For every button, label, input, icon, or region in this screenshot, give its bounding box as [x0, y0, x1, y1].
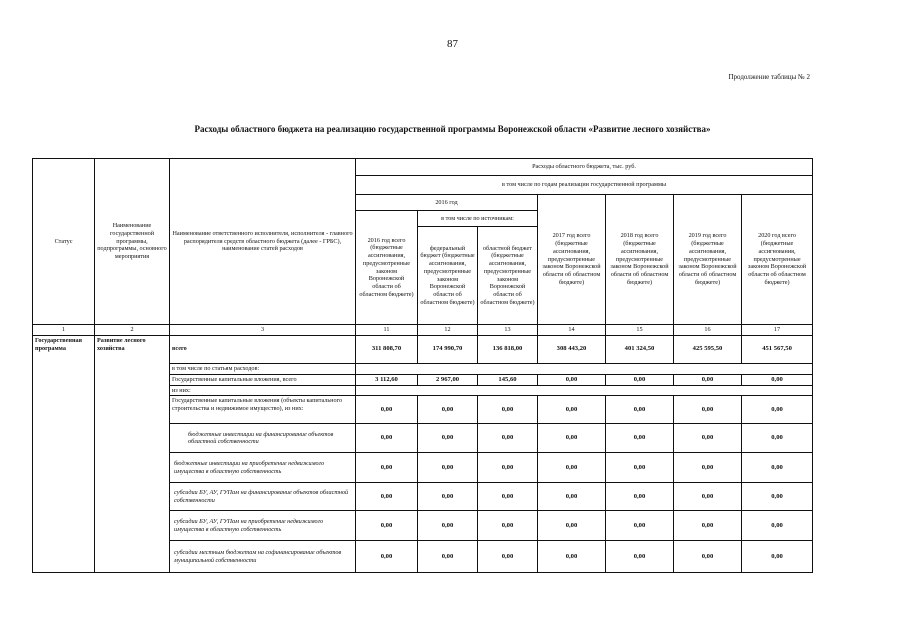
value-cell: 0,00 — [356, 424, 418, 453]
value-cell: 0,00 — [356, 453, 418, 483]
value-cell: 0,00 — [478, 511, 538, 541]
value-cell: 0,00 — [478, 483, 538, 511]
value-cell: 0,00 — [356, 483, 418, 511]
row-label: всего — [170, 335, 356, 363]
row-label: Государственные капитальные вложения (объекты капитального строительства и недвижимое имущество), из них: — [170, 396, 356, 424]
program-name-cell: Развитие лесного хозяйства — [95, 335, 170, 573]
value-cell: 0,00 — [606, 424, 674, 453]
row-label: субсидии БУ, АУ, ГУПам на приобретение недвижимого имущества в областную собственность — [170, 511, 356, 541]
value-cell: 0,00 — [606, 374, 674, 385]
header-federal: федеральный бюджет (бюджетные ассигнования, предусмотренные законом Воронежской области об областном бюджете) — [418, 227, 478, 325]
value-cell: 0,00 — [742, 453, 813, 483]
col-number: 16 — [674, 325, 742, 336]
col-number: 11 — [356, 325, 418, 336]
col-number: 15 — [606, 325, 674, 336]
header-2020: 2020 год всего (бюджетные ассигнования, предусмотренные законом Воронежской области об областном бюджете) — [742, 195, 813, 325]
header-year-2016: 2016 год — [356, 195, 538, 211]
page-title: Расходы областного бюджета на реализацию государственной программы Воронежской области «Развитие лесного хозяйства» — [194, 124, 711, 134]
col-number: 1 — [33, 325, 95, 336]
value-cell: 0,00 — [478, 541, 538, 573]
col-number: 3 — [170, 325, 356, 336]
value-cell: 0,00 — [742, 424, 813, 453]
value-cell: 0,00 — [674, 374, 742, 385]
value-cell: 0,00 — [418, 396, 478, 424]
header-sources: в том числе по источникам: — [418, 211, 538, 227]
value-cell: 401 324,50 — [606, 335, 674, 363]
value-cell: 0,00 — [742, 483, 813, 511]
value-cell: 174 990,70 — [418, 335, 478, 363]
value-cell: 0,00 — [606, 511, 674, 541]
value-cell: 3 112,60 — [356, 374, 418, 385]
row-label: из них: — [170, 385, 356, 396]
value-cell: 0,00 — [478, 424, 538, 453]
col-number: 17 — [742, 325, 813, 336]
value-cell: 145,60 — [478, 374, 538, 385]
value-cell: 0,00 — [674, 424, 742, 453]
value-cell: 0,00 — [418, 511, 478, 541]
value-cell: 0,00 — [674, 396, 742, 424]
status-cell: Государственная программа — [33, 335, 95, 573]
value-cell: 0,00 — [606, 541, 674, 573]
value-cell: 451 567,50 — [742, 335, 813, 363]
header-status: Статус — [33, 159, 95, 325]
budget-table — [32, 158, 813, 573]
value-cell: 308 443,20 — [538, 335, 606, 363]
value-cell: 0,00 — [538, 511, 606, 541]
value-cell: 0,00 — [418, 453, 478, 483]
value-cell: 0,00 — [418, 424, 478, 453]
row-label: в том числе по статьям расходов: — [170, 363, 356, 374]
value-cell: 0,00 — [674, 511, 742, 541]
row-label: бюджетные инвестиции на финансирование объектов областной собственности — [170, 424, 356, 453]
value-cell: 0,00 — [418, 483, 478, 511]
header-by-years: в том числе по годам реализации государственной программы — [356, 176, 813, 195]
col-number: 14 — [538, 325, 606, 336]
value-cell: 0,00 — [538, 483, 606, 511]
value-cell: 0,00 — [478, 453, 538, 483]
value-cell: 0,00 — [742, 396, 813, 424]
value-cell: 0,00 — [418, 541, 478, 573]
value-cell: 0,00 — [478, 396, 538, 424]
value-cell: 425 595,50 — [674, 335, 742, 363]
empty-cell — [356, 385, 813, 396]
value-cell: 0,00 — [356, 541, 418, 573]
value-cell: 0,00 — [356, 396, 418, 424]
header-program-name: Наименование государственной программы, подпрограммы, основного мероприятия — [95, 159, 170, 325]
value-cell: 0,00 — [606, 396, 674, 424]
page-number: 87 — [447, 38, 458, 50]
header-expenses: Расходы областного бюджета, тыс. руб. — [356, 159, 813, 176]
header-2016-total: 2016 год всего (бюджетные ассигнования, предусмотренные законом Воронежской области об областном бюджете) — [356, 211, 418, 325]
value-cell: 0,00 — [538, 396, 606, 424]
value-cell: 136 818,00 — [478, 335, 538, 363]
value-cell: 0,00 — [674, 541, 742, 573]
value-cell: 0,00 — [538, 374, 606, 385]
header-regional: областной бюджет (бюджетные ассигнования, предусмотренные законом Воронежской области об областном бюджете) — [478, 227, 538, 325]
value-cell: 0,00 — [538, 541, 606, 573]
row-label: субсидии местным бюджетам на софинансирование объектов муниципальной собственности — [170, 541, 356, 573]
empty-cell — [356, 363, 813, 374]
col-number: 13 — [478, 325, 538, 336]
continuation-note: Продолжение таблицы № 2 — [728, 73, 810, 81]
value-cell: 0,00 — [742, 541, 813, 573]
row-label: субсидии БУ, АУ, ГУПам на финансирование объектов областной собственности — [170, 483, 356, 511]
value-cell: 0,00 — [356, 511, 418, 541]
value-cell: 311 808,70 — [356, 335, 418, 363]
header-2018: 2018 год всего (бюджетные ассигнования, предусмотренные законом Воронежской области об областном бюджете) — [606, 195, 674, 325]
value-cell: 0,00 — [742, 374, 813, 385]
value-cell: 0,00 — [742, 511, 813, 541]
row-label: бюджетные инвестиции на приобретение недвижимого имущества в областную собственность — [170, 453, 356, 483]
value-cell: 2 967,00 — [418, 374, 478, 385]
header-executor: Наименование ответственного исполнителя, исполнителя - главного распорядителя средств областного бюджета (далее - ГРБС), наименование статей расходов — [170, 159, 356, 325]
value-cell: 0,00 — [538, 453, 606, 483]
header-2019: 2019 год всего (бюджетные ассигнования, предусмотренные законом Воронежской области об областном бюджете) — [674, 195, 742, 325]
value-cell: 0,00 — [538, 424, 606, 453]
col-number: 12 — [418, 325, 478, 336]
row-label: Государственные капитальные вложения, всего — [170, 374, 356, 385]
col-number: 2 — [95, 325, 170, 336]
value-cell: 0,00 — [606, 453, 674, 483]
value-cell: 0,00 — [606, 483, 674, 511]
value-cell: 0,00 — [674, 453, 742, 483]
value-cell: 0,00 — [674, 483, 742, 511]
header-2017: 2017 год всего (бюджетные ассигнования, предусмотренные законом Воронежской области об областном бюджете) — [538, 195, 606, 325]
